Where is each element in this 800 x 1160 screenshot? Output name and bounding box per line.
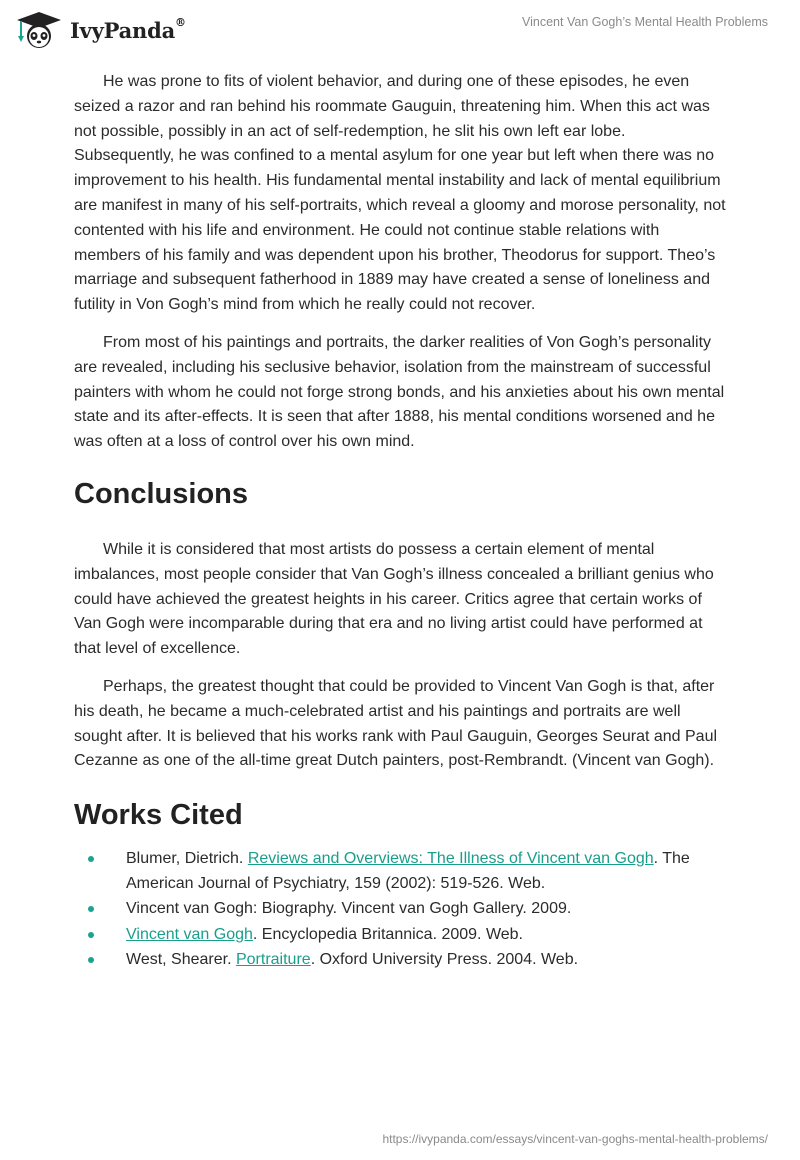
page-header — [0, 0, 800, 60]
brand-logo[interactable] — [14, 10, 186, 50]
body-paragraph: He was prone to fits of violent behavior, and during one of these episodes, he even seized a razor and ran behind his roommate Gauguin, threatening him. When this act was not possible, possibly in an act of self-redemption, he slit his own left ear lobe. Subsequently, he was confined to a mental asylum for one year but left when there was no improvement to his health. His fundamental mental instability and lack of mental equilibrium are manifest in many of his self-portraits, which reveal a gloomy and morose personality, not contented with his life and environment. He could not continue stable relations with members of his family and was dependent upon his brother, Theodorus for support. Theo’s marriage and subsequent fatherhood in 1889 may have created a sense of loneliness and futility in Von Gogh’s mind from which he really could not recover. — [74, 73, 726, 314]
essay-body — [74, 70, 726, 973]
citation-item: West, Shearer. Portraiture. Oxford University Press. 2004. Web. — [74, 948, 726, 973]
citation-item: Vincent van Gogh. Encyclopedia Britannica. 2009. Web. — [74, 923, 726, 948]
bullet-icon — [88, 906, 94, 912]
works-cited-list — [74, 847, 726, 972]
brand-name: IvyPanda® — [70, 15, 186, 43]
citation-item: Blumer, Dietrich. Reviews and Overviews: The Illness of Vincent van Gogh. The American Journal of Psychiatry, 159 (2002): 519-526. Web. — [74, 847, 726, 897]
panda-graduate-icon — [14, 10, 64, 50]
citation-item: Vincent van Gogh: Biography. Vincent van Gogh Gallery. 2009. — [74, 897, 726, 922]
bullet-icon — [88, 856, 94, 862]
body-paragraph: From most of his paintings and portraits, the darker realities of Von Gogh’s personality are revealed, including his seclusive behavior, isolation from the mainstream of successful painters with whom he could not forge strong bonds, and his anxieties about his own mental state and its after-effects. It is seen that after 1888, his mental conditions worsened and he was often at a loss of control over his own mind. — [74, 333, 725, 451]
citation-link[interactable]: Portraiture — [235, 950, 311, 968]
conclusions-heading: Conclusions — [74, 477, 249, 510]
bullet-icon — [88, 957, 94, 963]
body-paragraph: While it is considered that most artists do possess a certain element of mental imbalances, most people consider that Van Gogh’s illness concealed a brilliant genius who could have achieved the greatest heights in his career. Critics agree that certain works of Van Gogh were incomparable during that era and no living artist could have performed at that level of excellence. — [74, 540, 714, 658]
citation-link[interactable]: Vincent van Gogh — [126, 925, 253, 943]
source-url[interactable]: https://ivypanda.com/essays/vincent-van-goghs-mental-health-problems/ — [382, 1132, 768, 1146]
document-title: Vincent Van Gogh’s Mental Health Problems — [522, 15, 768, 29]
bullet-icon — [88, 932, 94, 938]
citation-link[interactable]: Reviews and Overviews: The Illness of Vincent van Gogh — [247, 850, 654, 868]
body-paragraph: Perhaps, the greatest thought that could be provided to Vincent Van Gogh is that, after his death, he became a much-celebrated artist and his paintings and portraits are well sought after. It is believed that his works rank with Paul Gauguin, Georges Seurat and Paul Cezanne as one of the all-time great Dutch painters, post-Rembrandt. (Vincent van Gogh). — [74, 677, 718, 770]
works-cited-heading: Works Cited — [74, 799, 243, 832]
